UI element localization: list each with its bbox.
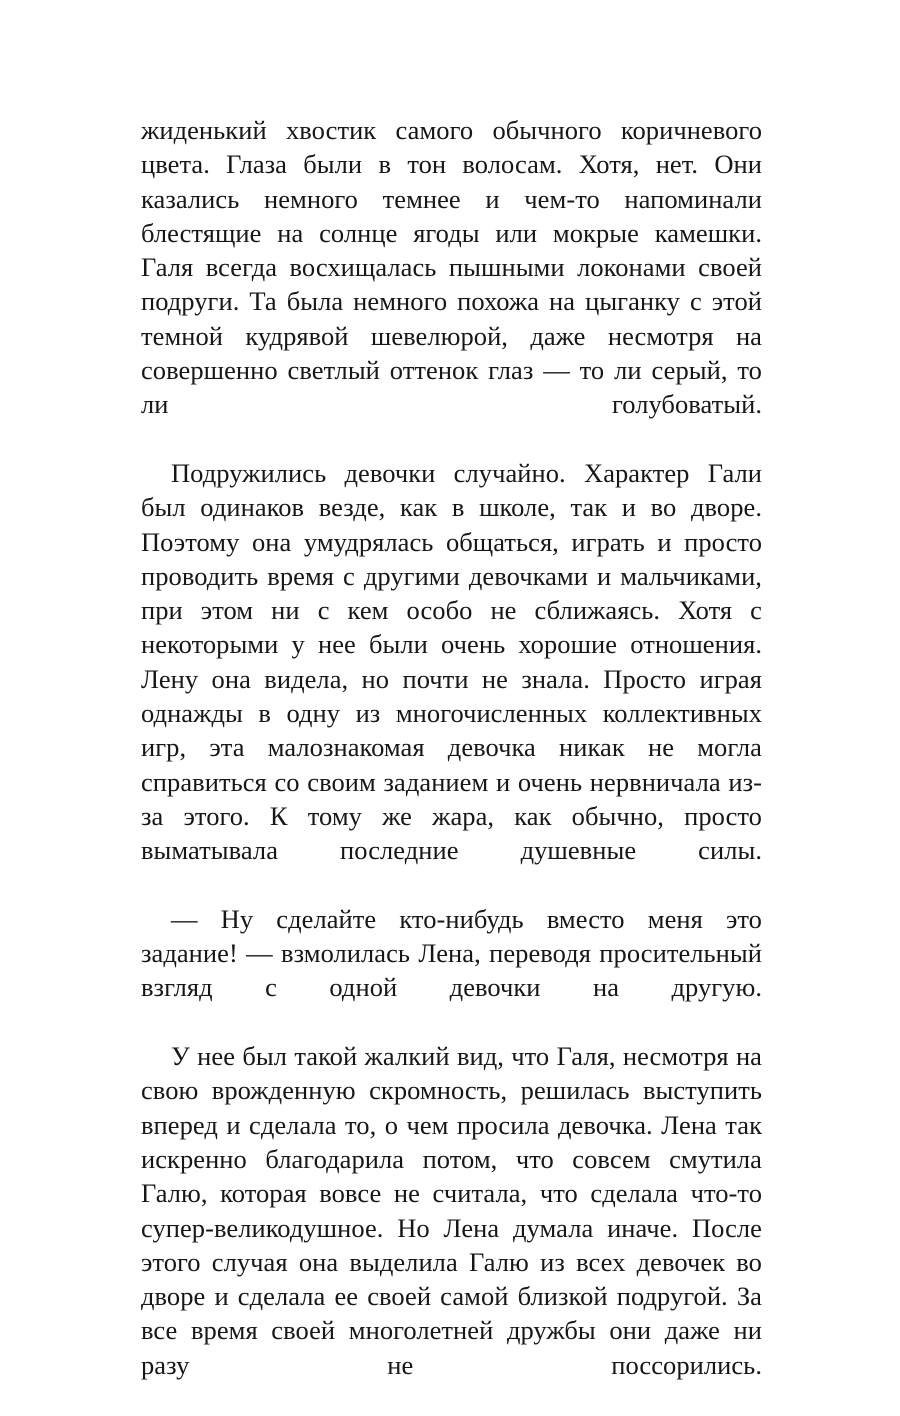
body-text-column [141, 113, 762, 1416]
paragraph-4: У нее был такой жалкий вид, что Галя, несмотря на свою врожденную скромность, решилась выступить вперед и сделала то, о чем просила девочка. Лена так искренно благодарила потом, что совсем смутила Галю, которая вовсе не считала, что сделала что-то супер-великодушное. Но Лена думала иначе. После этого случая она выделила Галю из всех девочек во дворе и сделала ее своей самой близкой подругой. За все время своей многолетней дружбы они даже ни разу не поссорились. [141, 1041, 762, 1380]
paragraph-2: Подружились девочки случайно. Характер Гали был одинаков везде, как в школе, так и во дворе. Поэтому она умудрялась общаться, играть и просто проводить время с другими девочками и мальчиками, при этом ни с кем особо не сближаясь. Хотя с некоторыми у нее были очень хорошие отношения. Лену она видела, но почти не знала. Просто играя однажды в одну из многочисленных коллективных игр, эта малознакомая девочка никак не могла справиться со своим заданием и очень нервничала из-за этого. К тому же жара, как обычно, просто выматывала последние душевные силы. [141, 457, 762, 866]
paragraph-3-dialogue: — Ну сделайте кто-нибудь вместо меня это задание! — взмолилась Лена, переводя просительный взгляд с одной девочки на другую. [141, 903, 762, 1003]
paragraph-1: жиденький хвостик самого обычного коричневого цвета. Глаза были в тон волосам. Хотя, нет. Они казались немного темнее и чем-то напоминали блестящие на солнце ягоды или мокрые камешки. Галя всегда восхищалась пышными локонами своей подруги. Та была немного похожа на цыганку с этой темной кудрявой шевелюрой, даже несмотря на совершенно светлый оттенок глаз — то ли серый, то ли голубоватый. [141, 115, 762, 420]
